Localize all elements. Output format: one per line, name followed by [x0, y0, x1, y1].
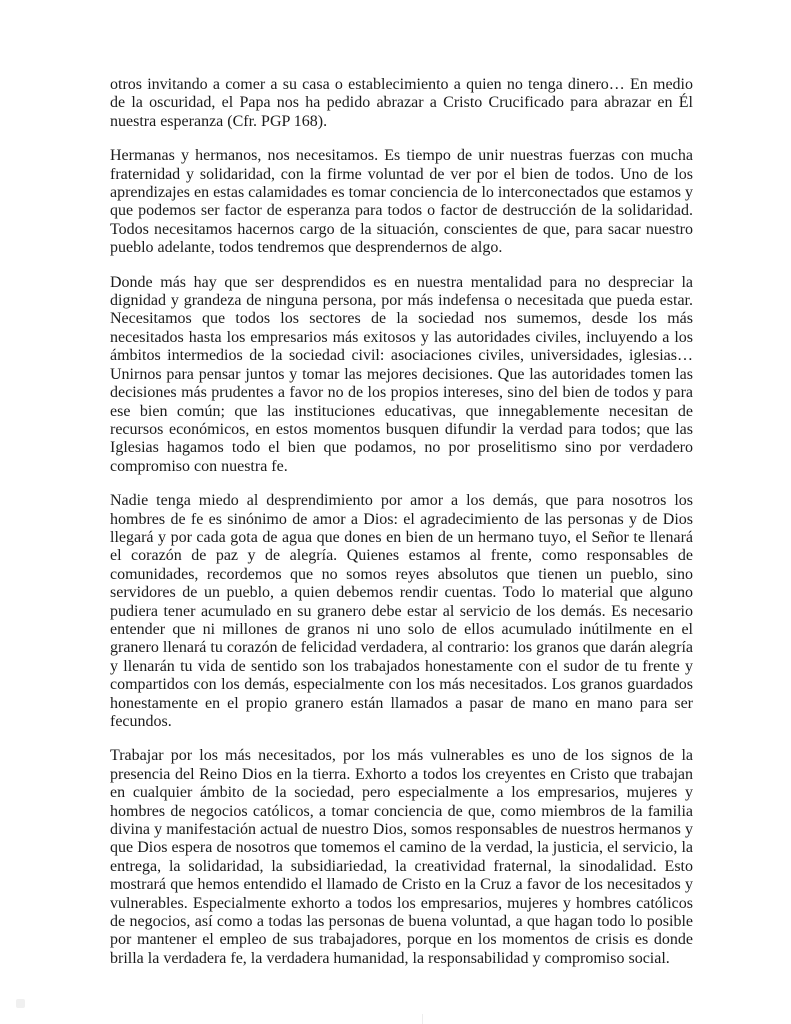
- scan-artifact-line: [422, 1014, 423, 1024]
- paragraph-5: Trabajar por los más necesitados, por los más vulnerables es uno de los signos de la presencia del Reino Dios en la tierra. Exhorto a todos los creyentes en Cristo que trabajan en cualquier ámbito de la sociedad, pero especialmente a los empresarios, mujeres y hombres de negocios católicos, a tomar conciencia de que, como miembros de la familia divina y manifestación actual de nuestro Dios, somos responsables de nuestros hermanos y que Dios espera de nosotros que tomemos el camino de la verdad, la justicia, el servicio, la entrega, la solidaridad, la subsidiariedad, la creatividad fraternal, la sinodalidad. Esto mostrará que hemos entendido el llamado de Cristo en la Cruz a favor de los necesitados y vulnerables. Especialmente exhorto a todos los empresarios, mujeres y hombres católicos de negocios, así como a todas las personas de buena voluntad, a que hagan todo lo posible por mantener el empleo de sus trabajadores, porque en los momentos de crisis es donde brilla la verdadera fe, la verdadera humanidad, la responsabilidad y compromiso social.: [110, 747, 693, 967]
- document-body: [110, 76, 693, 968]
- paragraph-2: Hermanas y hermanos, nos necesitamos. Es tiempo de unir nuestras fuerzas con mucha fraternidad y solidaridad, con la firme voluntad de ver por el bien de todos. Uno de los aprendizajes en estas calamidades es tomar conciencia de lo interconectados que estamos y que podemos ser factor de esperanza para todos o factor de destrucción de la solidaridad. Todos necesitamos hacernos cargo de la situación, conscientes de que, para sacar nuestro pueblo adelante, todos tendremos que desprendernos de algo.: [110, 147, 693, 257]
- scan-artifact-smudge: [16, 999, 25, 1008]
- paragraph-4: Nadie tenga miedo al desprendimiento por amor a los demás, que para nosotros los hombres de fe es sinónimo de amor a Dios: el agradecimiento de las personas y de Dios llegará y por cada gota de agua que dones en bien de un hermano tuyo, el Señor te llenará el corazón de paz y de alegría. Quienes estamos al frente, como responsables de comunidades, recordemos que no somos reyes absolutos que tienen un pueblo, sino servidores de un pueblo, a quien debemos rendir cuentas. Todo lo material que alguno pudiera tener acumulado en su granero debe estar al servicio de los demás. Es necesario entender que ni millones de granos ni uno solo de ellos acumulado inútilmente en el granero llenará tu corazón de felicidad verdadera, al contrario: los granos que darán alegría y llenarán tu vida de sentido son los trabajados honestamente con el sudor de tu frente y compartidos con los demás, especialmente con los más necesitados. Los granos guardados honestamente en el propio granero están llamados a pasar de mano en mano para ser fecundos.: [110, 492, 693, 730]
- paragraph-3: Donde más hay que ser desprendidos es en nuestra mentalidad para no despreciar la dignidad y grandeza de ninguna persona, por más indefensa o necesitada que pueda estar. Necesitamos que todos los sectores de la sociedad nos sumemos, desde los más necesitados hasta los empresarios más exitosos y las autoridades civiles, incluyendo a los ámbitos intermedios de la sociedad civil: asociaciones civiles, universidades, iglesias… Unirnos para pensar juntos y tomar las mejores decisiones. Que las autoridades tomen las decisiones más prudentes a favor no de los propios intereses, sino del bien de todos y para ese bien común; que las instituciones educativas, que innegablemente necesitan de recursos económicos, en estos momentos busquen difundir la verdad para todos; que las Iglesias hagamos todo el bien que podamos, no por proselitismo sino por verdadero compromiso con nuestra fe.: [110, 273, 693, 475]
- paragraph-1: otros invitando a comer a su casa o establecimiento a quien no tenga dinero… En medio de la oscuridad, el Papa nos ha pedido abrazar a Cristo Crucificado para abrazar en Él nuestra esperanza (Cfr. PGP 168).: [110, 76, 693, 130]
